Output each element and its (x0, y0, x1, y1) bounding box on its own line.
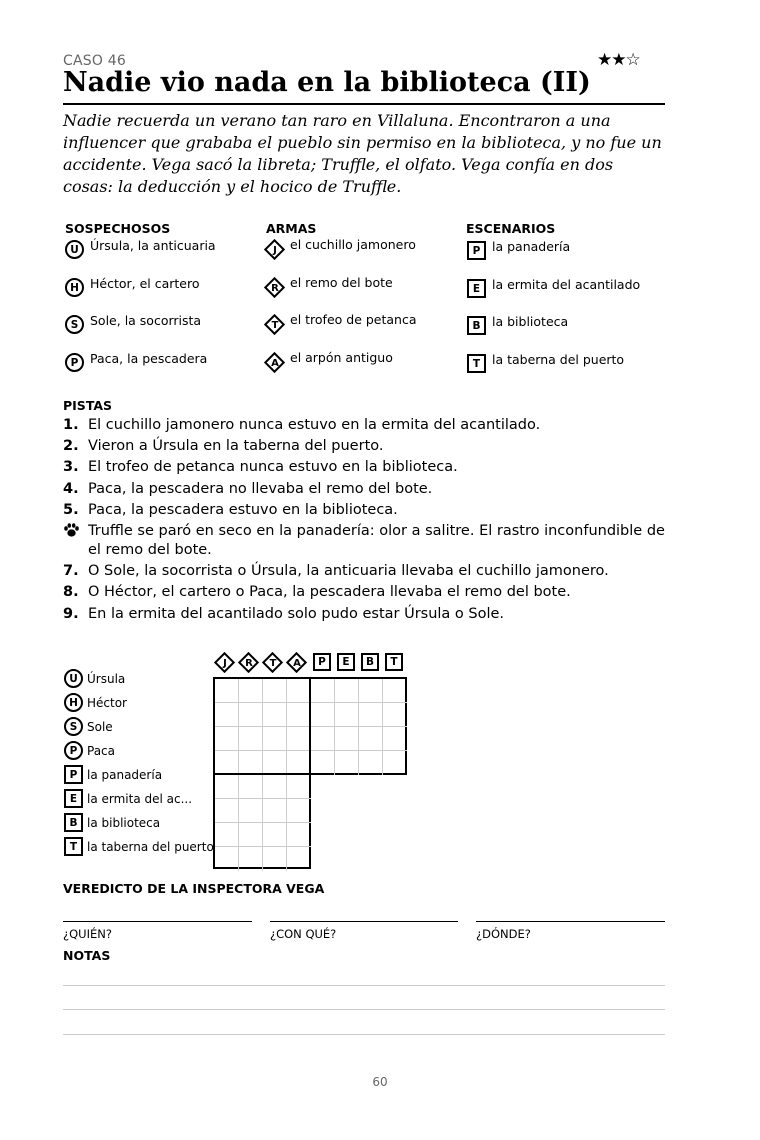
grid-row-suspect: H Héctor (64, 693, 127, 712)
clue-number: 1. (63, 417, 79, 433)
place-badge: E (467, 279, 486, 298)
suspect-label: Úrsula, la anticuaria (90, 238, 216, 253)
grid-block-suspect-weapon (213, 677, 311, 775)
place-item (467, 316, 568, 335)
clue-number: 5. (63, 501, 79, 518)
grid-cell[interactable] (215, 799, 239, 823)
place-label: la biblioteca (492, 314, 569, 329)
clue-text: Truffle se paró en seco en la panadería: olor a salitre. El rastro inconfundible de el remo del bote. (88, 522, 665, 558)
clue-text: Paca, la pescadera estuvo en la biblioteca. (88, 501, 398, 518)
grid-row-place: B la biblioteca (64, 813, 160, 832)
grid-col-weapon-t: T (262, 652, 284, 674)
clue-item (63, 605, 665, 624)
grid-cell[interactable] (263, 775, 287, 799)
place-answer-line[interactable] (476, 921, 665, 922)
grid-cell[interactable] (239, 751, 263, 775)
grid-cell[interactable] (239, 823, 263, 847)
clue-number: 9. (63, 605, 79, 622)
intro-paragraph: Nadie recuerda un verano tan raro en Villaluna. Encontraron a una influencer que grababa el pueblo sin permiso en la biblioteca, y no fue un accidente. Vega sacó la libreta; Truffle, el olfato. Vega confía en dos cosas: la deducción y el hocico de Truffle. (63, 111, 662, 196)
who-label: ¿QUIÉN? (63, 927, 112, 941)
grid-cell[interactable] (311, 727, 335, 751)
weapon-badge: A (264, 352, 286, 374)
clue-item (63, 480, 665, 499)
place-item (467, 241, 570, 260)
grid-cell[interactable] (239, 703, 263, 727)
grid-cell[interactable] (287, 727, 311, 751)
page-number: 60 (372, 1075, 388, 1089)
suspect-label: Héctor, el cartero (90, 276, 200, 291)
suspect-item (65, 315, 201, 334)
grid-col-place-t: T (385, 653, 403, 671)
grid-cell[interactable] (383, 703, 407, 727)
place-badge: B (467, 316, 486, 335)
grid-cell[interactable] (263, 799, 287, 823)
grid-cell[interactable] (263, 703, 287, 727)
notes-heading: NOTAS (63, 948, 111, 963)
grid-col-weapon-a: A (286, 652, 308, 674)
grid-cell[interactable] (215, 823, 239, 847)
suspect-badge: P (65, 353, 84, 372)
grid-cell[interactable] (335, 751, 359, 775)
suspects-heading: SOSPECHOSOS (65, 221, 171, 236)
grid-cell[interactable] (287, 679, 311, 703)
weapon-badge: R (264, 277, 286, 299)
grid-cell[interactable] (287, 703, 311, 727)
place-label: la panadería (492, 239, 571, 254)
place-item (467, 354, 624, 373)
grid-cell[interactable] (215, 775, 239, 799)
weapon-item (264, 277, 393, 299)
grid-cell[interactable] (239, 679, 263, 703)
weapon-badge: J (264, 239, 286, 261)
place-label: la ermita del acantilado (492, 277, 641, 292)
page-title: Nadie vio nada en la biblioteca (II) (63, 66, 665, 105)
suspect-label: Paca, la pescadera (90, 351, 208, 366)
weapon-item (264, 314, 417, 336)
grid-cell[interactable] (311, 679, 335, 703)
grid-cell[interactable] (239, 847, 263, 871)
grid-row-place: T la taberna del puerto (64, 837, 214, 856)
clue-text: O Héctor, el cartero o Paca, la pescadera llevaba el remo del bote. (88, 584, 571, 601)
clue-text: En la ermita del acantilado solo pudo estar Úrsula o Sole. (88, 605, 505, 622)
grid-cell[interactable] (263, 679, 287, 703)
places-heading: ESCENARIOS (466, 221, 556, 236)
clue-item (63, 416, 665, 435)
grid-cell[interactable] (287, 751, 311, 775)
notes-line[interactable] (63, 1034, 665, 1035)
grid-row-suspect: S Sole (64, 717, 113, 736)
grid-cell[interactable] (215, 727, 239, 751)
grid-cell[interactable] (215, 847, 239, 871)
grid-cell[interactable] (239, 775, 263, 799)
suspect-badge: S (65, 315, 84, 334)
clue-text: Paca, la pescadera no llevaba el remo del bote. (88, 480, 433, 497)
grid-cell[interactable] (287, 775, 311, 799)
weapon-item (264, 239, 416, 261)
grid-block-suspect-place (309, 677, 407, 775)
clue-item (63, 562, 665, 581)
clue-number: 8. (63, 584, 79, 601)
weapon-label: el trofeo de petanca (290, 312, 417, 327)
weapon-label: el cuchillo jamonero (290, 237, 416, 252)
clue-number: 3. (63, 459, 79, 476)
clue-text: Vieron a Úrsula en la taberna del puerto. (88, 438, 384, 455)
grid-col-weapon-j: J (214, 652, 236, 674)
grid-cell[interactable] (239, 727, 263, 751)
case-number: CASO 46 (63, 53, 126, 69)
suspect-item (65, 240, 216, 259)
clue-number: 7. (63, 563, 79, 580)
who-answer-line[interactable] (63, 921, 252, 922)
weapon-label: el arpón antiguo (290, 350, 393, 365)
place-item (467, 279, 640, 298)
grid-cell[interactable] (263, 751, 287, 775)
grid-cell[interactable] (287, 823, 311, 847)
grid-cell[interactable] (311, 703, 335, 727)
grid-cell[interactable] (215, 751, 239, 775)
grid-block-place-weapon (213, 773, 311, 869)
clue-number: 4. (63, 480, 79, 497)
suspect-item (65, 353, 207, 372)
grid-cell[interactable] (287, 799, 311, 823)
clues-heading: PISTAS (63, 398, 113, 413)
suspect-item (65, 278, 200, 297)
grid-cell[interactable] (359, 727, 383, 751)
grid-cell[interactable] (215, 703, 239, 727)
verdict-heading: VEREDICTO DE LA INSPECTORA VEGA (63, 881, 325, 896)
grid-cell[interactable] (263, 847, 287, 871)
grid-row-place: E la ermita del ac... (64, 789, 192, 808)
grid-cell[interactable] (263, 823, 287, 847)
grid-cell[interactable] (335, 727, 359, 751)
grid-cell[interactable] (239, 799, 263, 823)
weapons-heading: ARMAS (266, 221, 317, 236)
grid-row-place: P la panadería (64, 765, 162, 784)
notes-line[interactable] (63, 1009, 665, 1010)
clue-item (63, 437, 665, 456)
weapon-label: el remo del bote (290, 275, 393, 290)
suspect-badge: U (65, 240, 84, 259)
suspect-badge: H (65, 278, 84, 297)
clue-item (63, 583, 665, 602)
grid-cell[interactable] (287, 847, 311, 871)
grid-col-place-p: P (313, 653, 331, 671)
place-label: la taberna del puerto (492, 352, 625, 367)
grid-cell[interactable] (215, 679, 239, 703)
grid-cell[interactable] (359, 679, 383, 703)
suspect-label: Sole, la socorrista (90, 313, 202, 328)
with-what-label: ¿CON QUÉ? (270, 927, 337, 941)
grid-col-place-e: E (337, 653, 355, 671)
grid-cell[interactable] (263, 727, 287, 751)
clue-item (63, 522, 665, 560)
grid-cell[interactable] (383, 679, 407, 703)
clue-text: El cuchillo jamonero nunca estuvo en la ermita del acantilado. (88, 417, 541, 433)
grid-row-suspect: U Úrsula (64, 669, 125, 688)
clue-number: 2. (63, 438, 79, 455)
where-label: ¿DÓNDE? (476, 927, 531, 941)
weapon-badge: T (264, 314, 286, 336)
grid-cell[interactable] (359, 703, 383, 727)
clue-text: O Sole, la socorrista o Úrsula, la anticuaria llevaba el cuchillo jamonero. (88, 563, 609, 580)
grid-cell[interactable] (383, 727, 407, 751)
grid-col-weapon-r: R (238, 652, 260, 674)
clue-text: El trofeo de petanca nunca estuvo en la biblioteca. (88, 459, 458, 476)
grid-cell[interactable] (335, 703, 359, 727)
grid-row-suspect: P Paca (64, 741, 115, 760)
grid-col-place-b: B (361, 653, 379, 671)
paw-icon (63, 522, 88, 560)
place-badge: P (467, 241, 486, 260)
grid-cell[interactable] (359, 751, 383, 775)
grid-cell[interactable] (383, 751, 407, 775)
place-badge: T (467, 354, 486, 373)
clue-item (63, 501, 665, 520)
notes-line[interactable] (63, 985, 665, 986)
difficulty-stars: ★★☆ (597, 50, 640, 70)
grid-cell[interactable] (311, 751, 335, 775)
clue-item (63, 458, 665, 477)
weapon-answer-line[interactable] (270, 921, 458, 922)
clues-list (63, 416, 665, 626)
weapon-item (264, 352, 393, 374)
grid-cell[interactable] (335, 679, 359, 703)
